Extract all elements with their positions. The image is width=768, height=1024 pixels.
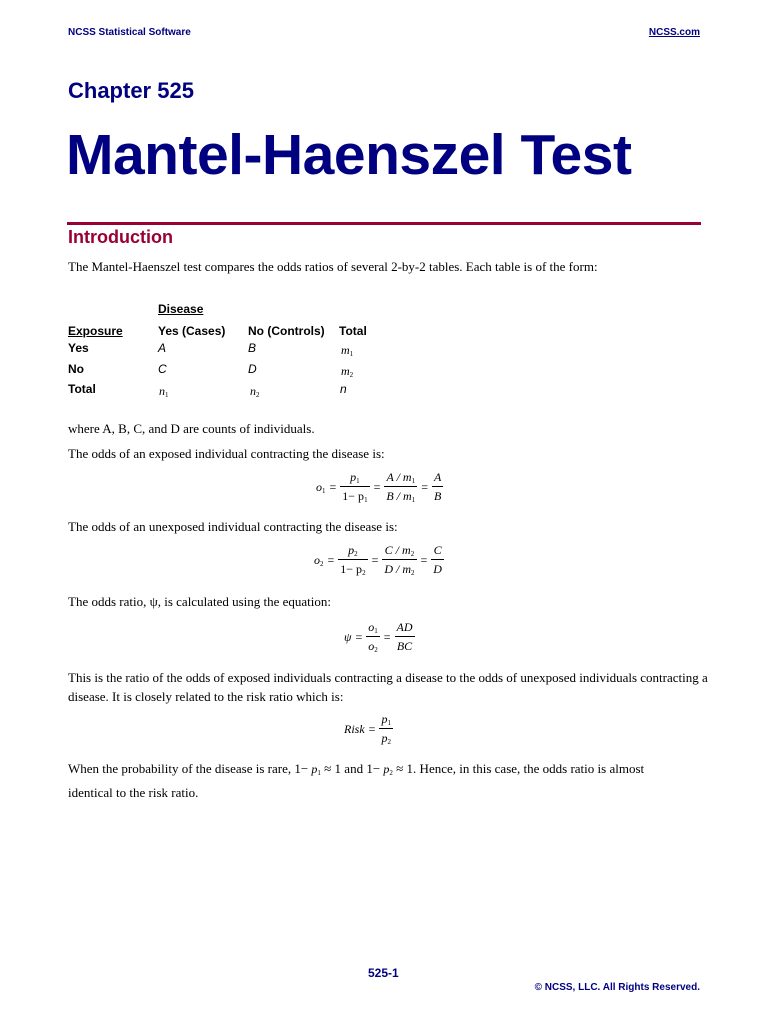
title-divider bbox=[67, 222, 701, 225]
rare-disease-paragraph: When the probability of the disease is rare, $1- p_1 \approx 1$ and $1- p_2 \approx 1$. Hence, in this case, the odds ratio is almost identical to the risk ratio. bbox=[68, 761, 645, 800]
page-number: 525-1 bbox=[368, 966, 399, 980]
table-row-label: No bbox=[68, 362, 84, 376]
table-cell: n bbox=[340, 382, 347, 396]
table-exposure-header: Exposure bbox=[68, 324, 123, 338]
table-cell: C bbox=[158, 362, 167, 376]
table-cell: $n_2$ bbox=[250, 384, 260, 399]
equation-risk-ratio: Risk = $\frac{p_1}{p_2}$ bbox=[344, 712, 391, 746]
table-disease-header: Disease bbox=[158, 302, 204, 316]
table-cell: $m_2$ bbox=[341, 364, 354, 379]
ratio-explain-paragraph: This is the ratio of the odds of exposed individuals contracting a disease to the odds of unexposed individuals contracting a disease. It is closely related to the risk ratio which is: bbox=[68, 670, 708, 704]
chapter-label: Chapter 525 bbox=[68, 78, 194, 103]
intro-paragraph: The Mantel-Haenszel test compares the odds ratios of several 2-by-2 tables. Each table is of the form: bbox=[68, 259, 598, 274]
table-cell: A bbox=[158, 341, 167, 355]
table-col-no: No (Controls) bbox=[248, 324, 325, 338]
header-site-link[interactable]: NCSS.com bbox=[648, 27, 700, 38]
table-cell: $m_1$ bbox=[341, 343, 354, 358]
odds-unexposed-paragraph: The odds of an unexposed individual contracting the disease is: bbox=[68, 519, 398, 534]
table-cell: $n_1$ bbox=[159, 384, 169, 399]
section-heading: Introduction bbox=[68, 227, 173, 247]
table-row-label: Yes bbox=[68, 341, 89, 355]
where-paragraph: where A, B, C, and D are counts of individuals. bbox=[68, 421, 315, 436]
copyright-notice: © NCSS, LLC. All Rights Reserved. bbox=[534, 982, 700, 993]
header-software-name: NCSS Statistical Software bbox=[68, 27, 191, 38]
equation-odds-exposed: $o_1$ = $\frac{p_1}{1- p_1}$ = $\frac{A / m_1}{B / m_1}$ = $\frac{A}{B}$ bbox=[316, 470, 442, 504]
table-cell: B bbox=[248, 341, 257, 355]
table-col-yes: Yes (Cases) bbox=[158, 324, 226, 338]
table-row-label: Total bbox=[68, 382, 96, 396]
page-title: Mantel-Haenszel Test bbox=[66, 123, 632, 187]
table-col-total: Total bbox=[339, 324, 367, 338]
odds-ratio-paragraph: The odds ratio, ψ, is calculated using the equation: bbox=[68, 594, 332, 609]
table-cell: D bbox=[248, 362, 257, 376]
equation-odds-unexposed: $o_2$ = $\frac{p_2}{1- p_2}$ = $\frac{C / m_2}{D / m_2}$ = $\frac{C}{D}$ bbox=[314, 543, 442, 577]
odds-exposed-paragraph: The odds of an exposed individual contracting the disease is: bbox=[68, 446, 385, 461]
equation-odds-ratio: ψ = $\frac{o_1}{o_2}$ = $\frac{AD}{BC}$ bbox=[344, 620, 413, 654]
